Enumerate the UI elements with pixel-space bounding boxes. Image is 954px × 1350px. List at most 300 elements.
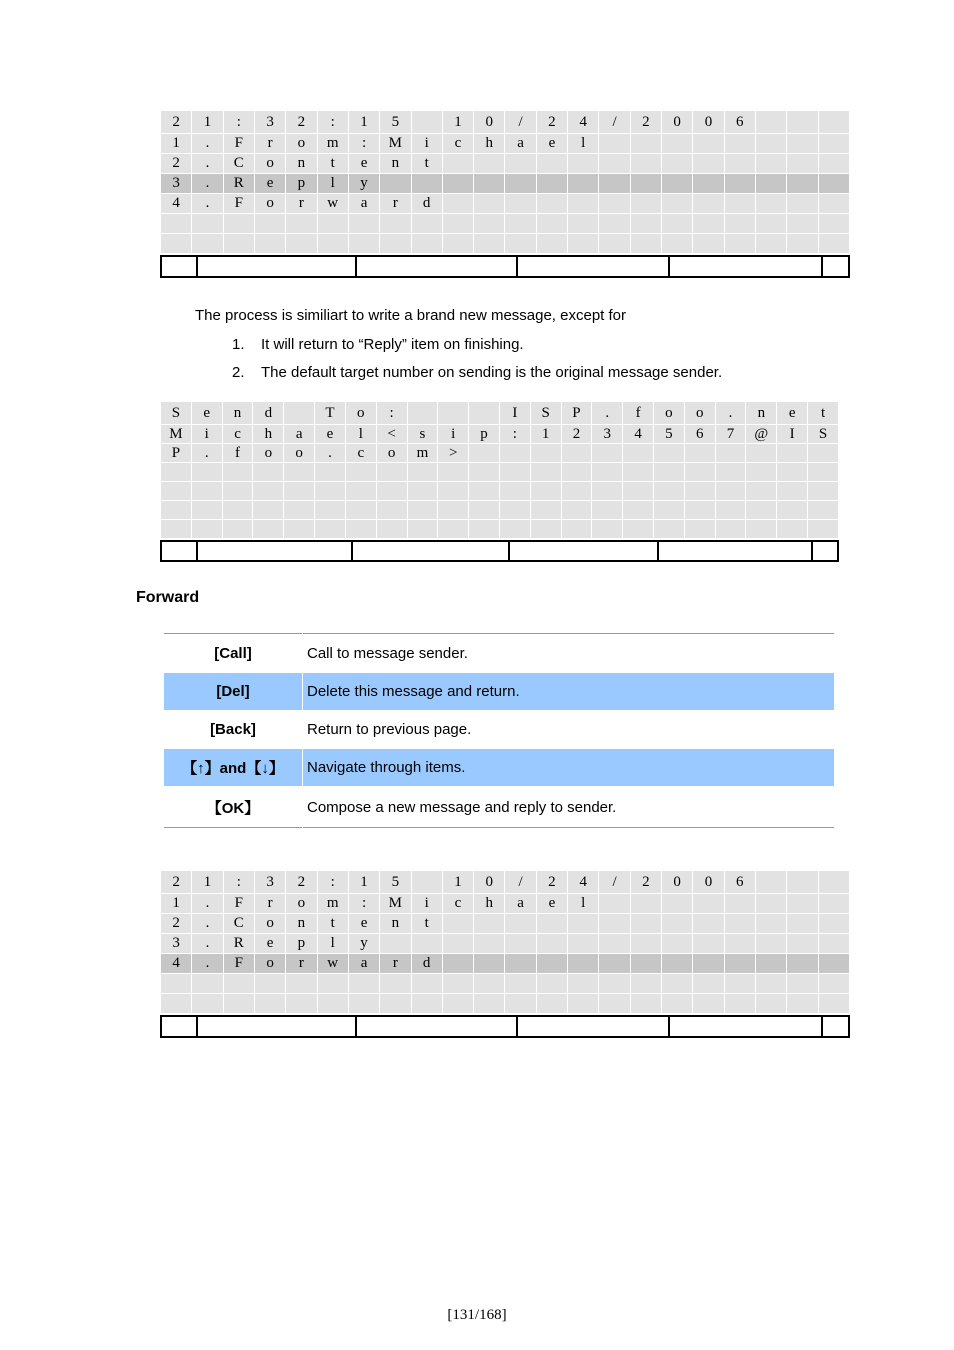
lcd-cell <box>787 994 818 1014</box>
lcd-cell <box>623 444 654 463</box>
lcd-row <box>161 214 850 234</box>
softkey-slot <box>198 542 353 560</box>
list-text: The default target number on sending is the original message sender. <box>261 364 723 381</box>
lcd-cell <box>662 134 693 154</box>
lcd-cell <box>787 954 818 974</box>
lcd-cell: P <box>561 402 592 425</box>
lcd-cell: o <box>254 954 285 974</box>
lcd-cell: 4 <box>161 954 192 974</box>
lcd-cell <box>724 174 755 194</box>
lcd-cell <box>536 994 567 1014</box>
lcd-cell: S <box>808 425 839 444</box>
lcd-row <box>161 934 850 954</box>
lcd-cell <box>662 994 693 1014</box>
lcd-cell: . <box>192 894 223 914</box>
lcd-cell: c <box>222 425 253 444</box>
lcd-cell: 0 <box>474 111 505 134</box>
lcd-cell: n <box>746 402 777 425</box>
lcd-cell <box>499 520 530 539</box>
lcd-cell <box>442 194 473 214</box>
lcd-cell <box>438 501 469 520</box>
lcd-cell: r <box>286 954 317 974</box>
lcd-cell: w <box>317 954 348 974</box>
lcd-cell <box>191 520 222 539</box>
lcd-cell: 3 <box>161 174 192 194</box>
lcd-cell: : <box>499 425 530 444</box>
lcd-cell <box>561 482 592 501</box>
lcd-cell <box>630 994 661 1014</box>
lcd-cell: e <box>536 894 567 914</box>
lcd-cell <box>684 444 715 463</box>
lcd-cell: i <box>191 425 222 444</box>
lcd-cell <box>253 463 284 482</box>
lcd-cell <box>411 871 442 894</box>
lcd-cell: . <box>192 934 223 954</box>
softkey-slot <box>162 257 198 276</box>
lcd-cell: n <box>380 154 411 174</box>
softkey-slot <box>162 1017 198 1036</box>
lcd-cell <box>469 520 500 539</box>
lcd-cell <box>746 501 777 520</box>
lcd-cell: 1 <box>530 425 561 444</box>
key-label: [Call] <box>214 644 252 662</box>
lcd-cell <box>505 974 536 994</box>
lcd-cell <box>222 501 253 520</box>
lcd-cell: I <box>777 425 808 444</box>
lcd-cell: . <box>715 402 746 425</box>
lcd-cell <box>536 234 567 254</box>
lcd-cell <box>474 914 505 934</box>
lcd-cell <box>191 482 222 501</box>
lcd-cell: : <box>317 871 348 894</box>
lcd-cell: o <box>684 402 715 425</box>
lcd-cell: r <box>254 134 285 154</box>
lcd-character-grid <box>160 110 850 254</box>
lcd-cell <box>630 894 661 914</box>
lcd-cell <box>253 501 284 520</box>
lcd-cell: . <box>192 194 223 214</box>
lcd-cell: / <box>599 871 630 894</box>
lcd-cell: < <box>376 425 407 444</box>
lcd-cell <box>286 994 317 1014</box>
lcd-cell: F <box>223 894 254 914</box>
lcd-cell: F <box>223 954 254 974</box>
lcd-cell <box>568 934 599 954</box>
lcd-cell <box>777 482 808 501</box>
lcd-cell: : <box>223 111 254 134</box>
lcd-character-grid <box>160 401 839 539</box>
lcd-cell <box>161 463 192 482</box>
lcd-cell <box>693 894 724 914</box>
lcd-cell <box>474 194 505 214</box>
lcd-cell: d <box>411 194 442 214</box>
lcd-cell <box>599 174 630 194</box>
lcd-cell <box>623 482 654 501</box>
lcd-cell: l <box>317 934 348 954</box>
softkey-slot <box>198 1017 357 1036</box>
lcd-cell: 2 <box>161 154 192 174</box>
lcd-cell: : <box>317 111 348 134</box>
lcd-row <box>161 871 850 894</box>
lcd-cell: o <box>376 444 407 463</box>
lcd-cell <box>499 482 530 501</box>
lcd-cell: n <box>286 154 317 174</box>
lcd-cell <box>376 463 407 482</box>
lcd-cell <box>662 234 693 254</box>
lcd-cell <box>599 234 630 254</box>
lcd-cell <box>755 111 786 134</box>
lcd-cell <box>505 234 536 254</box>
lcd-screen-reply-selected <box>160 110 850 278</box>
lcd-cell <box>724 914 755 934</box>
lcd-row <box>161 444 839 463</box>
lcd-cell <box>630 234 661 254</box>
lcd-cell <box>724 934 755 954</box>
lcd-cell <box>630 154 661 174</box>
lcd-cell: / <box>505 111 536 134</box>
lcd-screen-forward-selected <box>160 870 850 1038</box>
lcd-cell <box>654 482 685 501</box>
lcd-cell <box>505 174 536 194</box>
lcd-cell <box>474 974 505 994</box>
steps-list <box>232 335 722 391</box>
lcd-cell <box>755 994 786 1014</box>
lcd-cell <box>411 974 442 994</box>
lcd-cell: F <box>223 194 254 214</box>
lcd-cell: 1 <box>348 871 379 894</box>
lcd-cell <box>442 934 473 954</box>
lcd-cell: : <box>223 871 254 894</box>
lcd-cell <box>345 482 376 501</box>
softkey-slot <box>510 542 659 560</box>
lcd-cell: 0 <box>662 111 693 134</box>
lcd-cell: 3 <box>254 871 285 894</box>
lcd-row <box>161 111 850 134</box>
softkey-slot <box>353 542 510 560</box>
lcd-cell <box>599 214 630 234</box>
lcd-cell <box>630 194 661 214</box>
lcd-cell <box>568 994 599 1014</box>
lcd-cell: h <box>253 425 284 444</box>
softkey-bar <box>160 1015 850 1038</box>
list-item <box>232 363 722 391</box>
lcd-character-grid <box>160 870 850 1014</box>
lcd-cell <box>536 214 567 234</box>
lcd-cell <box>380 214 411 234</box>
lcd-cell <box>407 482 438 501</box>
lcd-row <box>161 154 850 174</box>
lcd-cell <box>654 501 685 520</box>
lcd-cell: 3 <box>592 425 623 444</box>
lcd-cell <box>662 214 693 234</box>
lcd-cell <box>662 154 693 174</box>
lcd-cell: / <box>599 111 630 134</box>
lcd-cell: e <box>348 914 379 934</box>
lcd-cell <box>787 934 818 954</box>
lcd-cell <box>469 463 500 482</box>
lcd-cell <box>499 501 530 520</box>
lcd-cell <box>787 194 818 214</box>
lcd-cell <box>561 520 592 539</box>
lcd-cell: : <box>376 402 407 425</box>
lcd-cell <box>746 463 777 482</box>
lcd-cell <box>755 894 786 914</box>
lcd-cell: e <box>191 402 222 425</box>
lcd-cell: M <box>380 134 411 154</box>
lcd-cell: 1 <box>161 134 192 154</box>
lcd-cell <box>499 463 530 482</box>
lcd-row <box>161 501 839 520</box>
lcd-cell <box>630 914 661 934</box>
lcd-cell <box>161 234 192 254</box>
lcd-cell <box>536 154 567 174</box>
lcd-cell <box>191 501 222 520</box>
lcd-cell: y <box>348 934 379 954</box>
lcd-cell: 0 <box>693 871 724 894</box>
softkey-slot <box>357 257 518 276</box>
lcd-cell: c <box>442 134 473 154</box>
lcd-cell <box>442 914 473 934</box>
lcd-cell <box>715 463 746 482</box>
lcd-cell: r <box>380 954 411 974</box>
lcd-cell <box>161 520 192 539</box>
table-row <box>164 711 834 749</box>
lcd-cell: . <box>192 914 223 934</box>
lcd-cell <box>755 174 786 194</box>
lcd-cell <box>438 520 469 539</box>
lcd-cell: n <box>380 914 411 934</box>
lcd-cell <box>599 954 630 974</box>
lcd-cell <box>777 444 808 463</box>
lcd-cell <box>253 482 284 501</box>
lcd-cell <box>411 111 442 134</box>
lcd-cell <box>568 914 599 934</box>
lcd-cell: h <box>474 894 505 914</box>
lcd-cell: 1 <box>348 111 379 134</box>
lcd-cell: o <box>345 402 376 425</box>
lcd-cell <box>818 914 849 934</box>
lcd-row <box>161 463 839 482</box>
lcd-cell <box>505 954 536 974</box>
lcd-cell: S <box>161 402 192 425</box>
lcd-cell <box>693 174 724 194</box>
lcd-cell <box>746 482 777 501</box>
key-function-table <box>164 633 834 828</box>
lcd-cell: 4 <box>161 194 192 214</box>
lcd-cell <box>684 463 715 482</box>
lcd-cell: o <box>254 154 285 174</box>
lcd-cell <box>662 894 693 914</box>
lcd-cell <box>380 234 411 254</box>
lcd-cell <box>317 234 348 254</box>
lcd-cell <box>348 974 379 994</box>
lcd-cell <box>348 234 379 254</box>
lcd-cell: 2 <box>286 871 317 894</box>
lcd-cell <box>623 463 654 482</box>
lcd-cell <box>724 214 755 234</box>
lcd-cell <box>715 501 746 520</box>
lcd-cell: 3 <box>161 934 192 954</box>
lcd-cell: p <box>286 934 317 954</box>
lcd-cell <box>684 501 715 520</box>
lcd-cell <box>599 994 630 1014</box>
lcd-cell <box>662 914 693 934</box>
softkey-slot <box>823 1017 848 1036</box>
lcd-cell: p <box>469 425 500 444</box>
lcd-cell <box>442 974 473 994</box>
lcd-cell <box>662 194 693 214</box>
lcd-cell <box>380 934 411 954</box>
lcd-cell <box>345 520 376 539</box>
lcd-cell <box>755 871 786 894</box>
lcd-cell <box>599 894 630 914</box>
lcd-cell <box>438 402 469 425</box>
lcd-cell <box>592 501 623 520</box>
lcd-cell: s <box>407 425 438 444</box>
lcd-cell: P <box>161 444 192 463</box>
softkey-slot <box>198 257 357 276</box>
lcd-cell: c <box>442 894 473 914</box>
section-title: Forward <box>136 589 200 606</box>
lcd-cell <box>284 402 315 425</box>
lcd-cell: T <box>315 402 346 425</box>
softkey-slot <box>813 542 837 560</box>
lcd-cell: > <box>438 444 469 463</box>
lcd-cell <box>693 194 724 214</box>
lcd-row <box>161 482 839 501</box>
list-text: It will return to “Reply” item on finishing. <box>261 336 524 353</box>
lcd-cell: . <box>192 954 223 974</box>
lcd-cell: f <box>222 444 253 463</box>
lcd-cell: r <box>380 194 411 214</box>
lcd-cell: F <box>223 134 254 154</box>
lcd-cell <box>599 134 630 154</box>
lcd-cell <box>662 954 693 974</box>
key-description: Compose a new message and reply to sender. <box>303 787 835 828</box>
lcd-cell <box>161 994 192 1014</box>
lcd-cell: t <box>411 914 442 934</box>
lcd-cell <box>407 463 438 482</box>
lcd-cell <box>808 444 839 463</box>
lcd-cell: n <box>222 402 253 425</box>
lcd-cell <box>654 444 685 463</box>
list-number: 1. <box>232 336 245 353</box>
softkey-slot <box>518 1017 670 1036</box>
lcd-cell: i <box>411 134 442 154</box>
lcd-cell <box>630 134 661 154</box>
lcd-cell <box>317 214 348 234</box>
lcd-cell <box>530 444 561 463</box>
table-row <box>164 787 834 828</box>
lcd-cell: t <box>411 154 442 174</box>
lcd-cell: 2 <box>561 425 592 444</box>
lcd-cell <box>505 914 536 934</box>
key-description: Navigate through items. <box>303 749 835 787</box>
lcd-cell <box>161 482 192 501</box>
lcd-cell <box>592 482 623 501</box>
key-label: 【OK】 <box>206 799 260 817</box>
lcd-cell <box>746 520 777 539</box>
lcd-cell: 4 <box>568 111 599 134</box>
lcd-cell: 2 <box>630 871 661 894</box>
lcd-cell <box>808 520 839 539</box>
lcd-row <box>161 402 839 425</box>
lcd-cell <box>530 520 561 539</box>
lcd-cell <box>561 444 592 463</box>
lcd-cell <box>469 501 500 520</box>
lcd-cell <box>599 934 630 954</box>
list-item <box>232 335 722 363</box>
lcd-cell: 1 <box>161 894 192 914</box>
lcd-cell <box>693 954 724 974</box>
lcd-cell <box>530 501 561 520</box>
lcd-cell <box>630 174 661 194</box>
lcd-cell <box>662 174 693 194</box>
lcd-cell: 6 <box>684 425 715 444</box>
lcd-cell <box>777 501 808 520</box>
lcd-cell: a <box>505 894 536 914</box>
lcd-cell <box>474 234 505 254</box>
lcd-cell <box>787 134 818 154</box>
lcd-cell <box>561 501 592 520</box>
lcd-cell: 2 <box>161 871 192 894</box>
lcd-cell <box>787 974 818 994</box>
lcd-cell: e <box>315 425 346 444</box>
lcd-cell <box>345 501 376 520</box>
lcd-cell: 2 <box>161 914 192 934</box>
lcd-cell: 6 <box>724 871 755 894</box>
lcd-row <box>161 520 839 539</box>
lcd-cell <box>568 234 599 254</box>
lcd-cell <box>286 214 317 234</box>
softkey-slot <box>670 257 823 276</box>
lcd-cell <box>536 194 567 214</box>
lcd-cell: m <box>317 134 348 154</box>
lcd-cell <box>755 214 786 234</box>
lcd-cell: c <box>345 444 376 463</box>
lcd-cell <box>407 402 438 425</box>
lcd-cell <box>438 482 469 501</box>
lcd-row <box>161 954 850 974</box>
lcd-cell: e <box>348 154 379 174</box>
lcd-cell <box>715 444 746 463</box>
lcd-cell <box>568 214 599 234</box>
lcd-cell <box>474 954 505 974</box>
lcd-cell <box>599 154 630 174</box>
lcd-cell: 5 <box>380 871 411 894</box>
lcd-cell <box>317 974 348 994</box>
lcd-cell: t <box>808 402 839 425</box>
lcd-cell <box>469 444 500 463</box>
lcd-cell <box>380 174 411 194</box>
lcd-cell: . <box>592 402 623 425</box>
lcd-cell <box>474 934 505 954</box>
lcd-cell: e <box>254 174 285 194</box>
lcd-cell: / <box>505 871 536 894</box>
lcd-cell <box>693 214 724 234</box>
lcd-cell <box>407 520 438 539</box>
lcd-cell <box>623 501 654 520</box>
lcd-cell <box>315 463 346 482</box>
intro-paragraph: The process is similiart to write a brand new message, except for <box>195 307 627 324</box>
lcd-cell: : <box>348 134 379 154</box>
lcd-cell <box>442 174 473 194</box>
lcd-cell <box>223 234 254 254</box>
lcd-cell <box>191 463 222 482</box>
lcd-cell <box>662 974 693 994</box>
lcd-cell <box>469 482 500 501</box>
lcd-cell: o <box>254 914 285 934</box>
